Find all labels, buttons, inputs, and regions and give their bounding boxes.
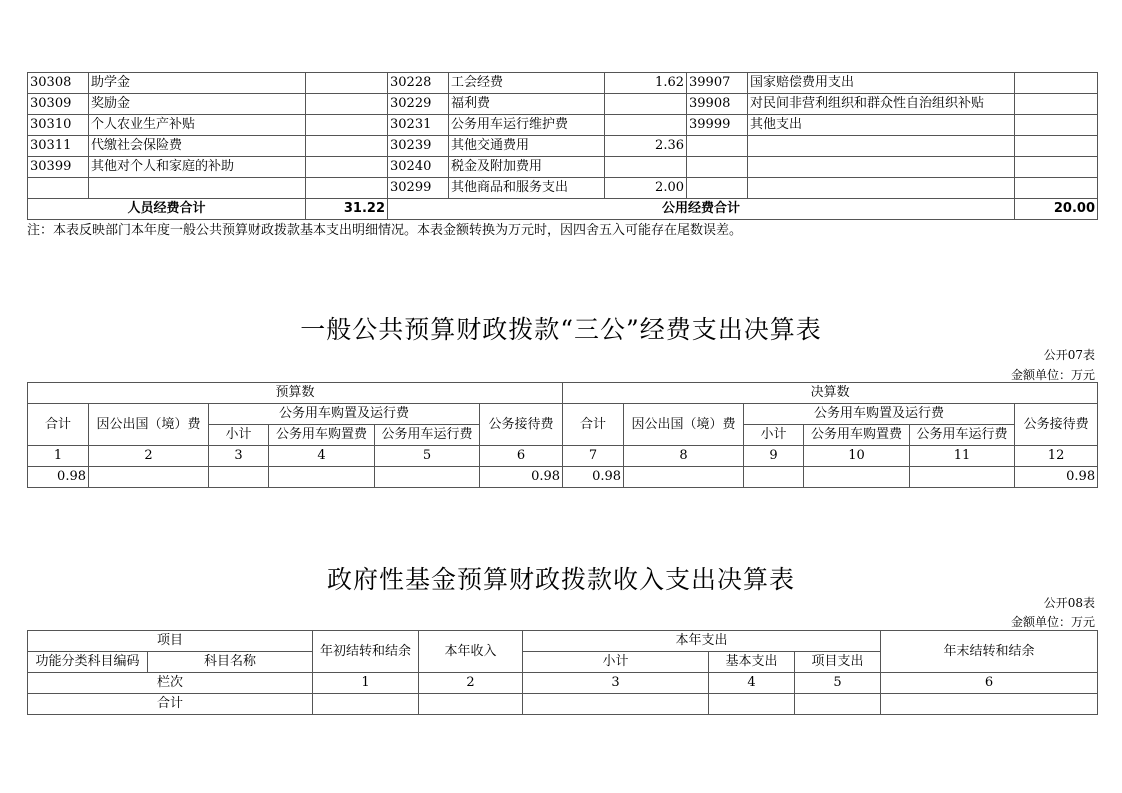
table-cell bbox=[687, 178, 748, 199]
budget-operation-header: 公务用车运行费 bbox=[375, 425, 480, 446]
gov-fund-table bbox=[27, 630, 1098, 715]
table-cell bbox=[1015, 94, 1098, 115]
project-expense-header: 项目支出 bbox=[795, 652, 881, 673]
column-number: 3 bbox=[523, 673, 709, 694]
table-cell bbox=[748, 136, 1015, 157]
value-cell bbox=[209, 467, 269, 488]
value-cell: 0.98 bbox=[28, 467, 89, 488]
gov-fund-title: 政府性基金预算财政拨款收入支出决算表 bbox=[326, 565, 795, 594]
total-cell bbox=[419, 694, 523, 715]
value-cell bbox=[269, 467, 375, 488]
table-cell: 其他商品和服务支出 bbox=[449, 178, 605, 199]
final-vehicle-header: 公务用车购置及运行费 bbox=[744, 404, 1015, 425]
end-balance-header: 年末结转和结余 bbox=[881, 631, 1098, 673]
table-cell: 30399 bbox=[28, 157, 89, 178]
table-cell bbox=[605, 157, 687, 178]
table-cell bbox=[1015, 136, 1098, 157]
table-cell: 39907 bbox=[687, 73, 748, 94]
final-operation-header: 公务用车运行费 bbox=[910, 425, 1015, 446]
table-cell bbox=[687, 157, 748, 178]
values-row bbox=[28, 467, 1098, 488]
table-cell bbox=[687, 136, 748, 157]
table-cell bbox=[306, 73, 388, 94]
table-cell bbox=[1015, 73, 1098, 94]
final-purchase-header: 公务用车购置费 bbox=[804, 425, 910, 446]
table-cell: 2.00 bbox=[605, 178, 687, 199]
table-cell bbox=[605, 115, 687, 136]
final-subtotal-header: 小计 bbox=[744, 425, 804, 446]
table-cell bbox=[605, 94, 687, 115]
value-cell bbox=[375, 467, 480, 488]
budget-reception-header: 公务接待费 bbox=[480, 404, 563, 446]
table-cell: 30308 bbox=[28, 73, 89, 94]
table-cell bbox=[306, 136, 388, 157]
column-number-row bbox=[28, 446, 1098, 467]
three-public-unit: 金额单位：万元 bbox=[1010, 368, 1095, 382]
total-cell bbox=[709, 694, 795, 715]
budget-vehicle-header: 公务用车购置及运行费 bbox=[209, 404, 480, 425]
total-cell bbox=[795, 694, 881, 715]
table-cell: 国家赔偿费用支出 bbox=[748, 73, 1015, 94]
column-number: 6 bbox=[480, 446, 563, 467]
table-cell: 1.62 bbox=[605, 73, 687, 94]
final-reception-header: 公务接待费 bbox=[1015, 404, 1098, 446]
income-header: 本年收入 bbox=[419, 631, 523, 673]
budget-purchase-header: 公务用车购置费 bbox=[269, 425, 375, 446]
value-cell bbox=[804, 467, 910, 488]
begin-balance-header: 年初结转和结余 bbox=[313, 631, 419, 673]
table-cell: 30311 bbox=[28, 136, 89, 157]
table-cell bbox=[748, 157, 1015, 178]
basic-expense-header: 基本支出 bbox=[709, 652, 795, 673]
total-cell bbox=[313, 694, 419, 715]
table-row bbox=[28, 157, 1098, 178]
table-cell: 30231 bbox=[388, 115, 449, 136]
table-note: 注：本表反映部门本年度一般公共预算财政拨款基本支出明细情况。本表金额转换为万元时，因四舍五入可能存在尾数误差。 bbox=[27, 223, 743, 238]
final-abroad-header: 因公出国（境）费 bbox=[624, 404, 744, 446]
column-number: 5 bbox=[375, 446, 480, 467]
expense-detail-table bbox=[27, 72, 1098, 220]
value-cell bbox=[624, 467, 744, 488]
final-header: 决算数 bbox=[563, 383, 1098, 404]
table-cell: 代缴社会保险费 bbox=[89, 136, 306, 157]
final-total-header: 合计 bbox=[563, 404, 624, 446]
value-cell: 0.98 bbox=[480, 467, 563, 488]
item-header: 项目 bbox=[28, 631, 313, 652]
public-total-label: 公用经费合计 bbox=[388, 199, 1015, 220]
totals-row bbox=[28, 199, 1098, 220]
value-cell bbox=[910, 467, 1015, 488]
table-row bbox=[28, 178, 1098, 199]
table-cell: 其他对个人和家庭的补助 bbox=[89, 157, 306, 178]
value-cell: 0.98 bbox=[1015, 467, 1098, 488]
column-number: 4 bbox=[709, 673, 795, 694]
column-number: 11 bbox=[910, 446, 1015, 467]
total-row bbox=[28, 694, 1098, 715]
budget-header: 预算数 bbox=[28, 383, 563, 404]
table-cell: 30240 bbox=[388, 157, 449, 178]
gov-fund-table-no: 公开08表 bbox=[1043, 596, 1095, 610]
three-public-title: 一般公共预算财政拨款“三公”经费支出决算表 bbox=[300, 315, 822, 344]
total-cell bbox=[523, 694, 709, 715]
column-number: 1 bbox=[313, 673, 419, 694]
table-cell bbox=[1015, 115, 1098, 136]
personnel-total-label: 人员经费合计 bbox=[28, 199, 306, 220]
value-cell bbox=[744, 467, 804, 488]
value-cell bbox=[89, 467, 209, 488]
table-row bbox=[28, 136, 1098, 157]
expense-subtotal-header: 小计 bbox=[523, 652, 709, 673]
table-cell bbox=[306, 157, 388, 178]
budget-abroad-header: 因公出国（境）费 bbox=[89, 404, 209, 446]
column-number: 10 bbox=[804, 446, 910, 467]
table-cell: 助学金 bbox=[89, 73, 306, 94]
table-cell: 30309 bbox=[28, 94, 89, 115]
table-cell: 2.36 bbox=[605, 136, 687, 157]
table-cell bbox=[306, 94, 388, 115]
table-cell: 奖励金 bbox=[89, 94, 306, 115]
three-public-table bbox=[27, 382, 1098, 488]
total-cell bbox=[881, 694, 1098, 715]
code-header: 功能分类科目编码 bbox=[28, 652, 148, 673]
table-cell: 税金及附加费用 bbox=[449, 157, 605, 178]
budget-total-header: 合计 bbox=[28, 404, 89, 446]
column-number: 5 bbox=[795, 673, 881, 694]
three-public-table-no: 公开07表 bbox=[1043, 348, 1095, 362]
table-row bbox=[28, 73, 1098, 94]
budget-subtotal-header: 小计 bbox=[209, 425, 269, 446]
table-cell: 30239 bbox=[388, 136, 449, 157]
table-cell: 公务用车运行维护费 bbox=[449, 115, 605, 136]
table-cell: 其他交通费用 bbox=[449, 136, 605, 157]
column-number: 1 bbox=[28, 446, 89, 467]
table-cell bbox=[89, 178, 306, 199]
column-number: 6 bbox=[881, 673, 1098, 694]
table-cell bbox=[1015, 157, 1098, 178]
table-cell: 30299 bbox=[388, 178, 449, 199]
lanci-label: 栏次 bbox=[28, 673, 313, 694]
value-cell: 0.98 bbox=[563, 467, 624, 488]
column-number: 4 bbox=[269, 446, 375, 467]
public-total-value: 20.00 bbox=[1015, 199, 1098, 220]
column-number: 9 bbox=[744, 446, 804, 467]
table-cell: 其他支出 bbox=[748, 115, 1015, 136]
column-number: 3 bbox=[209, 446, 269, 467]
table-cell: 39999 bbox=[687, 115, 748, 136]
table-row bbox=[28, 94, 1098, 115]
detail-table-body bbox=[28, 73, 1098, 199]
gov-fund-unit: 金额单位：万元 bbox=[1010, 615, 1095, 629]
table-cell: 30229 bbox=[388, 94, 449, 115]
column-number: 7 bbox=[563, 446, 624, 467]
table-cell bbox=[306, 178, 388, 199]
column-number: 2 bbox=[419, 673, 523, 694]
personnel-total-value: 31.22 bbox=[306, 199, 388, 220]
total-label: 合计 bbox=[28, 694, 313, 715]
expense-header: 本年支出 bbox=[523, 631, 881, 652]
table-cell bbox=[306, 115, 388, 136]
table-cell: 福利费 bbox=[449, 94, 605, 115]
table-cell bbox=[1015, 178, 1098, 199]
table-cell bbox=[28, 178, 89, 199]
column-number: 2 bbox=[89, 446, 209, 467]
table-cell: 个人农业生产补贴 bbox=[89, 115, 306, 136]
column-number-row bbox=[28, 673, 1098, 694]
table-cell: 39908 bbox=[687, 94, 748, 115]
name-header: 科目名称 bbox=[148, 652, 313, 673]
column-number: 12 bbox=[1015, 446, 1098, 467]
table-cell: 对民间非营利组织和群众性自治组织补贴 bbox=[748, 94, 1015, 115]
table-cell: 30228 bbox=[388, 73, 449, 94]
table-cell: 30310 bbox=[28, 115, 89, 136]
column-number: 8 bbox=[624, 446, 744, 467]
table-cell bbox=[748, 178, 1015, 199]
table-row bbox=[28, 115, 1098, 136]
table-cell: 工会经费 bbox=[449, 73, 605, 94]
